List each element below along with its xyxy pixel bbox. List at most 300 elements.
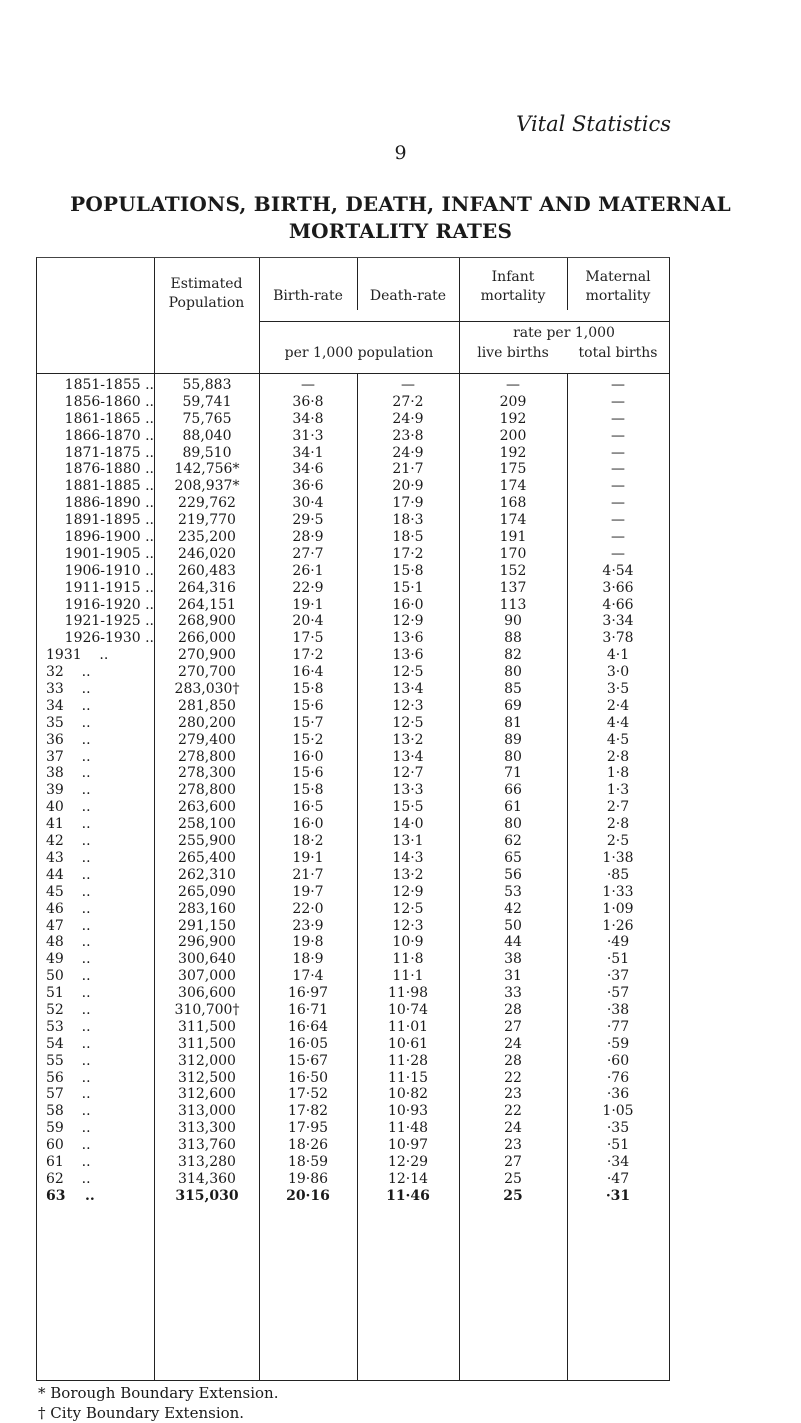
- table-row: [37, 1053, 669, 1070]
- death-rate-cell: 13·3: [392, 782, 424, 799]
- period-cell: 63 ..: [46, 1187, 95, 1204]
- birth-rate-cell: 28·9: [292, 529, 324, 546]
- death-rate-cell: 15·8: [392, 562, 424, 579]
- birth-rate-cell: 17·95: [287, 1120, 329, 1137]
- header-rule: [37, 373, 669, 374]
- footnotes: [38, 1383, 278, 1423]
- period-cell: 1876-1880 ..: [64, 461, 154, 478]
- population-cell: 265,090: [178, 883, 236, 900]
- maternal-mortality-cell: —: [611, 444, 625, 461]
- death-rate-cell: 18·3: [392, 512, 424, 529]
- table-row: [37, 1120, 669, 1137]
- maternal-mortality-cell: —: [611, 393, 625, 410]
- maternal-mortality-cell: ·57: [606, 985, 630, 1002]
- birth-rate-cell: 36·6: [292, 478, 324, 495]
- maternal-mortality-cell: 2·8: [606, 748, 630, 765]
- death-rate-cell: 16·0: [392, 596, 424, 613]
- period-cell: 51 ..: [46, 985, 91, 1002]
- birth-rate-cell: 26·1: [292, 562, 324, 579]
- maternal-mortality-cell: ·37: [606, 968, 630, 985]
- birth-rate-cell: 15·8: [292, 681, 324, 698]
- period-cell: 49 ..: [46, 951, 91, 968]
- subheader-per-population: per 1,000 population: [284, 345, 434, 361]
- death-rate-cell: 12·5: [392, 664, 424, 681]
- infant-mortality-cell: 137: [499, 579, 527, 596]
- period-cell: 35 ..: [46, 714, 91, 731]
- maternal-mortality-cell: 1·33: [602, 883, 634, 900]
- birth-rate-cell: 22·9: [292, 579, 324, 596]
- death-rate-cell: 13·1: [392, 833, 424, 850]
- birth-rate-cell: 16·0: [292, 748, 324, 765]
- maternal-mortality-cell: 1·26: [602, 917, 634, 934]
- death-rate-cell: 17·2: [392, 545, 424, 562]
- infant-mortality-cell: 22: [504, 1103, 522, 1120]
- birth-rate-cell: 16·50: [287, 1069, 329, 1086]
- table-row: [37, 597, 669, 614]
- population-cell: 315,030: [175, 1187, 239, 1204]
- table-row: [37, 816, 669, 833]
- maternal-mortality-cell: —: [611, 478, 625, 495]
- infant-mortality-cell: 25: [504, 1170, 522, 1187]
- table-row: [37, 445, 669, 462]
- maternal-mortality-cell: ·77: [606, 1018, 630, 1035]
- table-row: [37, 529, 669, 546]
- birth-rate-cell: 15·6: [292, 697, 324, 714]
- table-row: [37, 681, 669, 698]
- header-infant-line-2: mortality: [480, 288, 546, 304]
- period-cell: 42 ..: [46, 833, 91, 850]
- infant-mortality-cell: 62: [504, 833, 522, 850]
- table-row: [37, 951, 669, 968]
- population-cell: 310,700†: [174, 1001, 240, 1018]
- death-rate-cell: 13·4: [392, 748, 424, 765]
- table-row: [37, 461, 669, 478]
- table-row: [37, 613, 669, 630]
- maternal-mortality-cell: 1·38: [602, 849, 634, 866]
- birth-rate-cell: 16·64: [287, 1018, 329, 1035]
- period-cell: 57 ..: [46, 1086, 91, 1103]
- infant-mortality-cell: 209: [499, 393, 527, 410]
- period-cell: 46 ..: [46, 900, 91, 917]
- period-cell: 1931 ..: [46, 647, 109, 664]
- population-cell: 270,900: [178, 647, 236, 664]
- maternal-mortality-cell: ·47: [606, 1170, 630, 1187]
- period-cell: 1881-1885 ..: [64, 478, 154, 495]
- infant-mortality-cell: 61: [504, 799, 522, 816]
- table-row: [37, 647, 669, 664]
- birth-rate-cell: 16·0: [292, 816, 324, 833]
- period-cell: 36 ..: [46, 731, 91, 748]
- birth-rate-cell: 17·5: [292, 630, 324, 647]
- birth-rate-cell: 17·2: [292, 647, 324, 664]
- table-row: [37, 394, 669, 411]
- birth-rate-cell: 15·7: [292, 714, 324, 731]
- population-cell: 278,800: [178, 782, 236, 799]
- infant-mortality-cell: 113: [499, 596, 527, 613]
- table-row: [37, 546, 669, 563]
- population-cell: 229,762: [178, 495, 236, 512]
- period-cell: 1911-1915 ..: [64, 579, 154, 596]
- population-cell: 88,040: [182, 427, 232, 444]
- death-rate-cell: 11·01: [387, 1018, 429, 1035]
- maternal-mortality-cell: —: [611, 461, 625, 478]
- death-rate-cell: 10·93: [387, 1103, 429, 1120]
- table-row: [37, 698, 669, 715]
- table-row: [37, 1154, 669, 1171]
- period-cell: 1861-1865 ..: [64, 410, 154, 427]
- period-cell: 37 ..: [46, 748, 91, 765]
- death-rate-cell: 12·9: [392, 883, 424, 900]
- death-rate-cell: 11·1: [392, 968, 424, 985]
- infant-mortality-cell: 192: [499, 444, 527, 461]
- period-cell: 59 ..: [46, 1120, 91, 1137]
- population-cell: 75,765: [182, 410, 232, 427]
- population-cell: 59,741: [182, 393, 232, 410]
- subheader-live-births: live births: [477, 345, 549, 361]
- population-cell: 312,600: [178, 1086, 236, 1103]
- death-rate-cell: 10·82: [387, 1086, 429, 1103]
- maternal-mortality-cell: 4·4: [606, 714, 630, 731]
- population-cell: 313,000: [178, 1103, 236, 1120]
- infant-mortality-cell: 65: [504, 849, 522, 866]
- population-cell: 279,400: [178, 731, 236, 748]
- maternal-mortality-cell: 2·8: [606, 816, 630, 833]
- birth-rate-cell: 30·4: [292, 495, 324, 512]
- infant-mortality-cell: 66: [504, 782, 522, 799]
- infant-mortality-cell: 175: [499, 461, 527, 478]
- maternal-mortality-cell: ·59: [606, 1035, 630, 1052]
- maternal-mortality-cell: 1·09: [602, 900, 634, 917]
- table-title-line-2: MORTALITY RATES: [288, 219, 513, 243]
- maternal-mortality-cell: —: [611, 410, 625, 427]
- table-row: [37, 1171, 669, 1188]
- table-row: [37, 765, 669, 782]
- death-rate-cell: 13·6: [392, 647, 424, 664]
- header-population-line-1: Estimated: [170, 276, 243, 292]
- population-cell: 235,200: [178, 529, 236, 546]
- period-cell: 56 ..: [46, 1069, 91, 1086]
- death-rate-cell: 10·97: [387, 1137, 429, 1154]
- period-cell: 41 ..: [46, 816, 91, 833]
- birth-rate-cell: 19·1: [292, 849, 324, 866]
- population-cell: 296,900: [178, 934, 236, 951]
- infant-mortality-cell: 85: [504, 681, 522, 698]
- infant-mortality-cell: 71: [504, 765, 522, 782]
- death-rate-cell: 12·3: [392, 697, 424, 714]
- death-rate-cell: 24·9: [392, 444, 424, 461]
- infant-mortality-cell: 191: [499, 529, 527, 546]
- birth-rate-cell: 19·8: [292, 934, 324, 951]
- maternal-mortality-cell: —: [611, 495, 625, 512]
- maternal-mortality-cell: ·35: [606, 1120, 630, 1137]
- birth-rate-cell: 17·82: [287, 1103, 329, 1120]
- birth-rate-cell: 18·2: [292, 833, 324, 850]
- table-row: [37, 1036, 669, 1053]
- birth-rate-cell: 36·8: [292, 393, 324, 410]
- period-cell: 53 ..: [46, 1018, 91, 1035]
- population-cell: 278,300: [178, 765, 236, 782]
- maternal-mortality-cell: ·51: [606, 1137, 630, 1154]
- header-maternal-line-2: mortality: [585, 288, 651, 304]
- infant-mortality-cell: 53: [504, 883, 522, 900]
- table-row: [37, 664, 669, 681]
- death-rate-cell: 11·28: [387, 1052, 429, 1069]
- population-cell: 278,800: [178, 748, 236, 765]
- population-cell: 281,850: [178, 697, 236, 714]
- period-cell: 48 ..: [46, 934, 91, 951]
- infant-mortality-cell: 168: [499, 495, 527, 512]
- population-cell: 313,760: [178, 1137, 236, 1154]
- table-row: [37, 1086, 669, 1103]
- period-cell: 1896-1900 ..: [64, 529, 154, 546]
- maternal-mortality-cell: 4·66: [602, 596, 634, 613]
- table-row: [37, 833, 669, 850]
- death-rate-cell: 11·8: [392, 951, 424, 968]
- birth-rate-cell: 16·4: [292, 664, 324, 681]
- birth-rate-cell: 16·05: [287, 1035, 329, 1052]
- period-cell: 1886-1890 ..: [64, 495, 154, 512]
- death-rate-cell: 11·46: [386, 1187, 430, 1204]
- period-cell: 40 ..: [46, 799, 91, 816]
- population-cell: 255,900: [178, 833, 236, 850]
- population-cell: 258,100: [178, 816, 236, 833]
- page-number: 9: [394, 142, 407, 164]
- death-rate-cell: 12·29: [387, 1153, 429, 1170]
- birth-rate-cell: 34·8: [292, 410, 324, 427]
- population-cell: 270,700: [178, 664, 236, 681]
- birth-rate-cell: 34·1: [292, 444, 324, 461]
- death-rate-cell: 12·3: [392, 917, 424, 934]
- statistics-table: [36, 257, 670, 1381]
- period-cell: 1871-1875 ..: [64, 444, 154, 461]
- maternal-mortality-cell: —: [611, 529, 625, 546]
- birth-rate-cell: 16·71: [287, 1001, 329, 1018]
- infant-mortality-cell: 88: [504, 630, 522, 647]
- population-cell: 283,160: [178, 900, 236, 917]
- table-row: [37, 799, 669, 816]
- population-cell: 246,020: [178, 545, 236, 562]
- maternal-mortality-cell: ·51: [606, 951, 630, 968]
- running-title: Vital Statistics: [516, 112, 671, 136]
- table-row: [37, 495, 669, 512]
- infant-mortality-cell: 80: [504, 664, 522, 681]
- table-row: [37, 749, 669, 766]
- period-cell: 50 ..: [46, 968, 91, 985]
- table-row: [37, 884, 669, 901]
- birth-rate-cell: 17·52: [287, 1086, 329, 1103]
- infant-mortality-cell: 23: [504, 1086, 522, 1103]
- table-row: [37, 1103, 669, 1120]
- header-infant-line-1: Infant: [491, 269, 535, 285]
- header-maternal-mortality: [567, 268, 669, 306]
- maternal-mortality-cell: 2·7: [606, 799, 630, 816]
- period-cell: 54 ..: [46, 1035, 91, 1052]
- period-cell: 38 ..: [46, 765, 91, 782]
- population-cell: 283,030†: [174, 681, 240, 698]
- table-row: [37, 918, 669, 935]
- maternal-mortality-cell: 1·8: [606, 765, 630, 782]
- population-cell: 306,600: [178, 985, 236, 1002]
- population-cell: 219,770: [178, 512, 236, 529]
- population-cell: 268,900: [178, 613, 236, 630]
- birth-rate-cell: 15·2: [292, 731, 324, 748]
- period-cell: 34 ..: [46, 697, 91, 714]
- table-row: [37, 782, 669, 799]
- infant-mortality-cell: 24: [504, 1120, 522, 1137]
- table-row: [37, 901, 669, 918]
- maternal-mortality-cell: 1·3: [606, 782, 630, 799]
- infant-mortality-cell: 81: [504, 714, 522, 731]
- population-cell: 313,280: [178, 1153, 236, 1170]
- birth-rate-cell: 16·5: [292, 799, 324, 816]
- death-rate-cell: 17·9: [392, 495, 424, 512]
- subheader-total-births: total births: [578, 345, 658, 361]
- population-cell: 264,151: [178, 596, 236, 613]
- death-rate-cell: 13·2: [392, 866, 424, 883]
- death-rate-cell: 20·9: [392, 478, 424, 495]
- period-cell: 43 ..: [46, 849, 91, 866]
- population-cell: 300,640: [178, 951, 236, 968]
- death-rate-cell: 14·0: [392, 816, 424, 833]
- population-cell: 313,300: [178, 1120, 236, 1137]
- birth-rate-cell: 15·6: [292, 765, 324, 782]
- infant-mortality-cell: 80: [504, 816, 522, 833]
- period-cell: 1851-1855 ..: [64, 377, 154, 393]
- infant-mortality-cell: 22: [504, 1069, 522, 1086]
- maternal-mortality-cell: ·49: [606, 934, 630, 951]
- infant-mortality-cell: 56: [504, 866, 522, 883]
- table-row: [37, 428, 669, 445]
- period-cell: 1856-1860 ..: [64, 393, 154, 410]
- period-cell: 1901-1905 ..: [64, 545, 154, 562]
- death-rate-cell: 24·9: [392, 410, 424, 427]
- infant-mortality-cell: —: [506, 377, 520, 393]
- maternal-mortality-cell: 3·0: [606, 664, 630, 681]
- infant-mortality-cell: 192: [499, 410, 527, 427]
- death-rate-cell: —: [401, 377, 415, 393]
- period-cell: 1891-1895 ..: [64, 512, 154, 529]
- birth-rate-cell: 16·97: [287, 985, 329, 1002]
- birth-rate-cell: 19·1: [292, 596, 324, 613]
- death-rate-cell: 12·5: [392, 900, 424, 917]
- period-cell: 61 ..: [46, 1153, 91, 1170]
- birth-rate-cell: 22·0: [292, 900, 324, 917]
- death-rate-cell: 27·2: [392, 393, 424, 410]
- birth-rate-cell: 17·4: [292, 968, 324, 985]
- table-body: [37, 377, 669, 1205]
- maternal-mortality-cell: ·38: [606, 1001, 630, 1018]
- death-rate-cell: 10·74: [387, 1001, 429, 1018]
- population-cell: 55,883: [182, 377, 232, 393]
- table-row: [37, 478, 669, 495]
- footnote-city: † City Boundary Extension.: [38, 1404, 245, 1422]
- maternal-mortality-cell: 3·34: [602, 613, 634, 630]
- population-cell: 280,200: [178, 714, 236, 731]
- death-rate-cell: 11·98: [387, 985, 429, 1002]
- header-death-rate: Death-rate: [369, 288, 447, 304]
- birth-rate-cell: 19·7: [292, 883, 324, 900]
- death-rate-cell: 13·2: [392, 731, 424, 748]
- period-cell: 1926-1930 ..: [64, 630, 154, 647]
- table-row: [37, 630, 669, 647]
- death-rate-cell: 11·48: [387, 1120, 429, 1137]
- maternal-mortality-cell: 4·5: [606, 731, 630, 748]
- table-row: [37, 1002, 669, 1019]
- table-row: [37, 1137, 669, 1154]
- infant-mortality-cell: 27: [504, 1018, 522, 1035]
- infant-mortality-cell: 31: [504, 968, 522, 985]
- death-rate-cell: 14·3: [392, 849, 424, 866]
- population-cell: 314,360: [178, 1170, 236, 1187]
- period-cell: 58 ..: [46, 1103, 91, 1120]
- maternal-mortality-cell: —: [611, 427, 625, 444]
- birth-rate-cell: 19·86: [287, 1170, 329, 1187]
- table-row: [37, 563, 669, 580]
- infant-mortality-cell: 25: [503, 1187, 523, 1204]
- infant-mortality-cell: 152: [499, 562, 527, 579]
- birth-rate-cell: 20·4: [292, 613, 324, 630]
- maternal-mortality-cell: 3·5: [606, 681, 630, 698]
- infant-mortality-cell: 80: [504, 748, 522, 765]
- infant-mortality-cell: 38: [504, 951, 522, 968]
- infant-mortality-cell: 44: [504, 934, 522, 951]
- maternal-mortality-cell: —: [611, 512, 625, 529]
- table-row: [37, 732, 669, 749]
- maternal-mortality-cell: ·76: [606, 1069, 630, 1086]
- birth-rate-cell: 20·16: [286, 1187, 330, 1204]
- maternal-mortality-cell: ·60: [606, 1052, 630, 1069]
- death-rate-cell: 12·14: [387, 1170, 429, 1187]
- table-title-line-1: POPULATIONS, BIRTH, DEATH, INFANT AND MATERNAL: [70, 192, 731, 216]
- death-rate-cell: 10·61: [387, 1035, 429, 1052]
- birth-rate-cell: 29·5: [292, 512, 324, 529]
- death-rate-cell: 12·7: [392, 765, 424, 782]
- maternal-mortality-cell: ·34: [606, 1153, 630, 1170]
- header-population-line-2: Population: [168, 295, 245, 311]
- header-birth-rate: Birth-rate: [273, 288, 343, 304]
- maternal-mortality-cell: 4·1: [606, 647, 630, 664]
- period-cell: 39 ..: [46, 782, 91, 799]
- period-cell: 60 ..: [46, 1137, 91, 1154]
- death-rate-cell: 18·5: [392, 529, 424, 546]
- period-cell: 1921-1925 ..: [64, 613, 154, 630]
- infant-mortality-cell: 33: [504, 985, 522, 1002]
- table-row: [37, 1070, 669, 1087]
- table-row: [37, 512, 669, 529]
- death-rate-cell: 13·4: [392, 681, 424, 698]
- table-row: [37, 1188, 669, 1205]
- birth-rate-cell: 15·67: [287, 1052, 329, 1069]
- footnote-borough: * Borough Boundary Extension.: [38, 1384, 279, 1402]
- population-cell: 89,510: [182, 444, 232, 461]
- period-cell: 33 ..: [46, 681, 91, 698]
- population-cell: 266,000: [178, 630, 236, 647]
- death-rate-cell: 21·7: [392, 461, 424, 478]
- infant-mortality-cell: 90: [504, 613, 522, 630]
- table-row: [37, 377, 669, 394]
- table-row: [37, 934, 669, 951]
- population-cell: 311,500: [178, 1018, 236, 1035]
- table-row: [37, 850, 669, 867]
- infant-mortality-cell: 89: [504, 731, 522, 748]
- table-row: [37, 411, 669, 428]
- birth-rate-cell: 18·26: [287, 1137, 329, 1154]
- death-rate-cell: 15·1: [392, 579, 424, 596]
- population-cell: 264,316: [178, 579, 236, 596]
- table-row: [37, 867, 669, 884]
- infant-mortality-cell: 50: [504, 917, 522, 934]
- population-cell: 307,000: [178, 968, 236, 985]
